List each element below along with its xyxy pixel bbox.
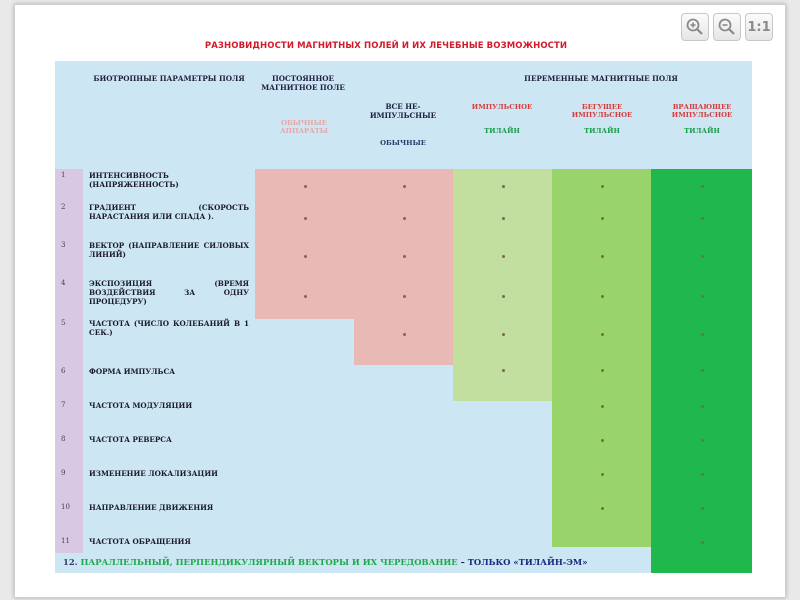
- cell-mark: [701, 255, 704, 258]
- header-params: БИОТРОПНЫЕ ПАРАМЕТРЫ ПОЛЯ: [93, 74, 245, 83]
- row-label: ИНТЕНСИВНОСТЬ (НАПРЯЖЕННОСТЬ): [89, 171, 179, 189]
- cell-mark: [601, 255, 604, 258]
- header-running-sub: ТИЛАЙН: [584, 127, 620, 135]
- cell-mark: [701, 185, 704, 188]
- row-number: 8: [61, 435, 66, 443]
- row-number: 2: [61, 203, 66, 211]
- cell-mark: [601, 369, 604, 372]
- header-nonpulse-sub: ОБЫЧНЫЕ: [380, 139, 426, 147]
- cell-mark: [601, 217, 604, 220]
- row-number: 10: [61, 503, 70, 511]
- header-constant-sub: ОБЫЧНЫЕ АППАРАТЫ: [280, 119, 328, 135]
- row-number: 5: [61, 319, 66, 327]
- cell-mark: [701, 439, 704, 442]
- header-rotating: ВРАЩАЮЩЕЕ ИМПУЛЬСНОЕ: [671, 103, 733, 119]
- cell-mark: [403, 333, 406, 336]
- header-constant: ПОСТОЯННОЕ МАГНИТНОЕ ПОЛЕ: [261, 74, 345, 92]
- running-field-block: [552, 169, 651, 547]
- bottom-note-number: 12.: [63, 557, 78, 567]
- row-label: ЧАСТОТА ОБРАЩЕНИЯ: [89, 537, 191, 546]
- zoom-out-icon: [717, 17, 737, 37]
- cell-mark: [403, 217, 406, 220]
- cell-mark: [601, 405, 604, 408]
- cell-mark: [701, 217, 704, 220]
- cell-mark: [502, 295, 505, 298]
- row-label: ГРАДИЕНТ (СКОРОСТЬ НАРАСТАНИЯ ИЛИ СПАДА ).: [89, 203, 249, 221]
- cell-mark: [701, 405, 704, 408]
- bottom-note: [63, 557, 753, 567]
- row-label: ВЕКТОР (НАПРАВЛЕНИЕ СИЛОВЫХ ЛИНИЙ): [89, 241, 249, 259]
- cell-mark: [601, 439, 604, 442]
- header-pulse-sub: ТИЛАЙН: [484, 127, 520, 135]
- row-number: 11: [61, 537, 70, 545]
- cell-mark: [601, 473, 604, 476]
- row-label: ЭКСПОЗИЦИЯ (ВРЕМЯ ВОЗДЕЙСТВИЯ ЗА ОДНУ ПРОЦЕДУРУ): [89, 279, 249, 306]
- row-label: ЧАСТОТА МОДУЛЯЦИИ: [89, 401, 193, 410]
- header-rotating-sub: ТИЛАЙН: [684, 127, 720, 135]
- cell-mark: [304, 217, 307, 220]
- row-label: ИЗМЕНЕНИЕ ЛОКАЛИЗАЦИИ: [89, 469, 218, 478]
- cell-mark: [601, 507, 604, 510]
- row-number: 4: [61, 279, 66, 287]
- cell-mark: [403, 255, 406, 258]
- row-number: 9: [61, 469, 66, 477]
- row-number-column: [55, 169, 83, 553]
- header-running: БЕГУЩЕЕ ИМПУЛЬСНОЕ: [571, 103, 633, 119]
- row-number: 1: [61, 171, 66, 179]
- row-label: ЧАСТОТА РЕВЕРСА: [89, 435, 172, 444]
- row-label: НАПРАВЛЕНИЕ ДВИЖЕНИЯ: [89, 503, 214, 512]
- cell-mark: [403, 295, 406, 298]
- comparison-table: [55, 61, 752, 573]
- cell-mark: [701, 295, 704, 298]
- cell-mark: [502, 185, 505, 188]
- image-viewer: [14, 4, 786, 598]
- row-label: ЧАСТОТА (ЧИСЛО КОЛЕБАНИЙ В 1 СЕК.): [89, 319, 249, 337]
- cell-mark: [502, 333, 505, 336]
- header-variable: ПЕРЕМЕННЫЕ МАГНИТНЫЕ ПОЛЯ: [524, 74, 678, 83]
- cell-mark: [601, 295, 604, 298]
- header-nonpulse: ВСЕ НЕ-ИМПУЛЬСНЫЕ: [369, 102, 437, 120]
- pulse-field-block: [453, 169, 552, 401]
- cell-mark: [601, 185, 604, 188]
- cell-mark: [304, 185, 307, 188]
- cell-mark: [701, 507, 704, 510]
- zoom-toolbar: [681, 13, 773, 41]
- actual-size-button[interactable]: 1:1: [745, 13, 773, 41]
- cell-mark: [601, 333, 604, 336]
- cell-mark: [701, 541, 704, 544]
- zoom-out-button[interactable]: [713, 13, 741, 41]
- zoom-in-icon: [685, 17, 705, 37]
- bottom-note-dash: –: [457, 557, 468, 567]
- cell-mark: [502, 217, 505, 220]
- header-pulse: ИМПУЛЬСНОЕ: [471, 103, 533, 111]
- row-number: 6: [61, 367, 66, 375]
- row-number: 7: [61, 401, 66, 409]
- cell-mark: [304, 255, 307, 258]
- cell-mark: [701, 369, 704, 372]
- slide-title: РАЗНОВИДНОСТИ МАГНИТНЫХ ПОЛЕЙ И ИХ ЛЕЧЕБНЫЕ ВОЗМОЖНОСТИ: [204, 41, 568, 51]
- bottom-note-brand: ТОЛЬКО «ТИЛАЙН-ЭМ»: [467, 557, 588, 567]
- bottom-note-text: ПАРАЛЛЕЛЬНЫЙ, ПЕРПЕНДИКУЛЯРНЫЙ ВЕКТОРЫ И ИХ ЧЕРЕДОВАНИЕ: [80, 557, 458, 567]
- cell-mark: [701, 473, 704, 476]
- row-label: ФОРМА ИМПУЛЬСА: [89, 367, 176, 376]
- row-number: 3: [61, 241, 66, 249]
- zoom-in-button[interactable]: [681, 13, 709, 41]
- cell-mark: [403, 185, 406, 188]
- cell-mark: [502, 369, 505, 372]
- cell-mark: [502, 255, 505, 258]
- cell-mark: [304, 295, 307, 298]
- cell-mark: [701, 333, 704, 336]
